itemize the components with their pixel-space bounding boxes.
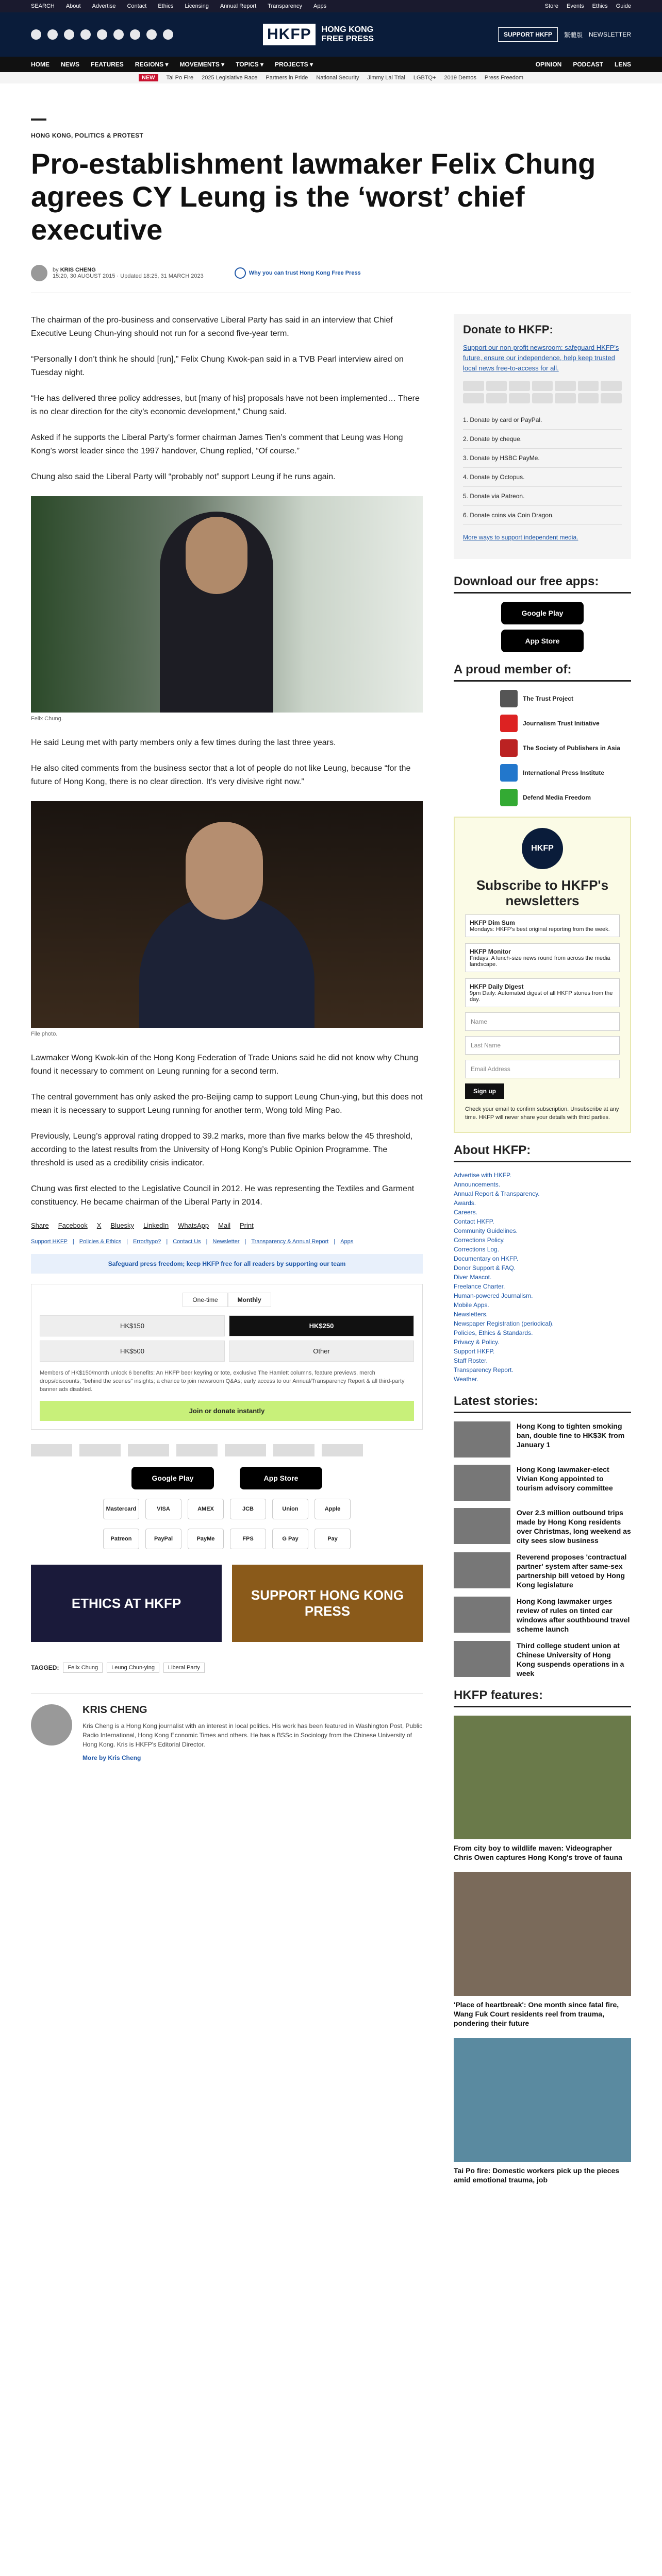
about-link[interactable]: Mobile Apps.	[454, 1301, 489, 1309]
nav-item[interactable]: FEATURES	[91, 61, 124, 68]
story-thumbnail	[454, 1641, 510, 1677]
top-utility-bar	[0, 0, 662, 12]
about-link[interactable]: Corrections Log.	[454, 1246, 500, 1253]
topbar-link[interactable]: About	[65, 3, 81, 9]
threads-icon[interactable]	[80, 29, 91, 40]
instagram-icon[interactable]	[64, 29, 74, 40]
feature-story[interactable]: 'Place of heartbreak': One month since fatal fire, Wang Fuk Court residents reel from trauma, pondering their future	[454, 1872, 631, 2028]
payment-methods-2	[31, 1529, 423, 1549]
social-icons	[31, 29, 227, 40]
cy-leung-photo	[31, 801, 423, 1028]
ipi-icon	[500, 764, 518, 782]
app-store-button[interactable]: App Store	[240, 1467, 322, 1489]
partner-logo[interactable]	[31, 1444, 72, 1456]
byline: by KRIS CHENG 15:20, 30 AUGUST 2015 · Updated 18:25, 31 MARCH 2023 Why you can trust Hong Kong Free Press	[31, 265, 631, 281]
search-link[interactable]: SEARCH	[31, 3, 55, 9]
more-by-author-link[interactable]: More by Kris Cheng	[82, 1754, 141, 1761]
newsletter-box	[454, 817, 631, 1133]
member-logo[interactable]: Defend Media Freedom	[500, 789, 631, 806]
about-link[interactable]: Advertise with HKFP.	[454, 1172, 511, 1179]
latest-story[interactable]: Hong Kong lawmaker-elect Vivian Kong appointed to tourism advisory committee	[454, 1465, 631, 1501]
ethics-promo[interactable]: ETHICS AT HKFP	[31, 1565, 222, 1642]
amount-option[interactable]: Other	[229, 1341, 414, 1362]
tab-one-time[interactable]: One-time	[183, 1293, 227, 1307]
about-link[interactable]: Announcements.	[454, 1181, 501, 1188]
payment-logo: PayPal	[145, 1529, 181, 1549]
donate-sidebar	[454, 314, 631, 559]
payment-logo: G Pay	[272, 1529, 308, 1549]
author-bio: Kris Cheng is a Hong Kong journalist with an interest in local politics. His work has been featured in Washington Post, Public Radio International, Hong Kong Economic Times and others. He has a BSSc in Sociology from the Chinese University of Hong Kong. Kris is HKFP's Editorial Director.	[82, 1722, 423, 1748]
author-link[interactable]: KRIS CHENG	[60, 267, 96, 273]
about-link[interactable]: Community Guidelines.	[454, 1227, 518, 1234]
latest-title: Latest stories:	[454, 1394, 631, 1413]
photo-caption: Felix Chung.	[31, 716, 63, 722]
paragraph: Chung was first elected to the Legislative Council in 2012. He was representing the Textiles and Garment constituency. He became chairman of the Liberal Party in 2014.	[31, 1184, 415, 1207]
apps-title: Download our free apps:	[454, 574, 631, 594]
donate-way[interactable]: 1. Donate by card or PayPal.	[463, 411, 622, 430]
share-bluesky[interactable]: Bluesky	[110, 1222, 134, 1229]
amount-option[interactable]: HK$150	[40, 1315, 225, 1336]
trending-link[interactable]: Partners in Pride	[266, 75, 308, 81]
support-hkfp-button[interactable]: SUPPORT HKFP	[498, 27, 558, 42]
donate-way[interactable]: 6. Donate coins via Coin Dragon.	[463, 506, 622, 525]
nav-item[interactable]: OPINION	[535, 61, 562, 68]
author-name[interactable]: KRIS CHENG	[82, 1704, 147, 1716]
feature-image	[454, 2038, 631, 2162]
topbar-link[interactable]: Ethics	[158, 3, 174, 9]
topbar-link[interactable]: Advertise	[92, 3, 116, 9]
about-link[interactable]: Staff Roster.	[454, 1357, 488, 1364]
member-logo[interactable]: The Society of Publishers in Asia	[500, 739, 631, 757]
linkedin-icon[interactable]	[130, 29, 140, 40]
article-body	[31, 314, 423, 2195]
nav-item[interactable]: MOVEMENTS ▾	[179, 61, 225, 68]
about-link[interactable]: Transparency Report.	[454, 1366, 514, 1374]
paragraph: Asked if he supports the Liberal Party’s former chairman James Tien’s comment that Leung was Hong Kong’s worst leader since the 1997 handover, Chung replied, “Of course.”	[31, 433, 403, 455]
latest-story[interactable]: Hong Kong to tighten smoking ban, double fine to HK$3K from January 1	[454, 1421, 631, 1458]
tags: TAGGED: Felix Chung Leung Chun-ying Liberal Party	[31, 1663, 423, 1673]
payment-logo: Apple	[315, 1499, 351, 1519]
article-category[interactable]: HONG KONG, POLITICS & PROTEST	[31, 132, 144, 139]
paragraph: He also cited comments from the business sector that a lot of people do not like Leung, because “for the future of Hong Kong, there is no clear direction. It’s very divisive right now.”	[31, 764, 411, 786]
photo-caption: File photo.	[31, 1031, 58, 1037]
about-link[interactable]: Corrections Policy.	[454, 1236, 505, 1244]
newsletter-button[interactable]: NEWSLETTER	[588, 31, 631, 38]
name-field[interactable]: Name	[465, 1012, 620, 1031]
google-play-button[interactable]: Google Play	[501, 602, 584, 624]
paragraph: Previously, Leung’s approval rating dropped to 39.2 marks, more than five marks below the 45 threshold, according to the latest results from the University of Hong Kong’s Public Opinion Programme. The threshold is used as a credibility crisis indicator.	[31, 1132, 413, 1167]
nav-item[interactable]: NEWS	[61, 61, 79, 68]
about-link[interactable]: Donor Support & FAQ.	[454, 1264, 516, 1272]
about-list	[454, 1171, 631, 1384]
about-link[interactable]: Policies, Ethics & Standards.	[454, 1329, 533, 1336]
newsletter-option[interactable]: HKFP Daily Digest 9pm Daily: Automated digest of all HKFP stories from the day.	[465, 978, 620, 1007]
share-facebook[interactable]: Facebook	[58, 1222, 88, 1229]
share-link[interactable]: Share	[31, 1222, 49, 1229]
amount-option[interactable]: HK$250	[229, 1315, 414, 1336]
topbar-link[interactable]: Guide	[616, 3, 631, 9]
trending-link[interactable]: Jimmy Lai Trial	[367, 75, 405, 81]
trending-link[interactable]: Tai Po Fire	[166, 75, 194, 81]
nav-item[interactable]: HOME	[31, 61, 49, 68]
member-logo[interactable]: The Trust Project	[500, 690, 631, 707]
partner-logo[interactable]	[128, 1444, 169, 1456]
partner-logos	[31, 1444, 423, 1456]
feature-story[interactable]: Tai Po fire: Domestic workers pick up the pieces amid emotional trauma, job	[454, 2038, 631, 2184]
youtube-icon[interactable]	[97, 29, 107, 40]
sidebar	[454, 314, 631, 2195]
member-logo[interactable]: International Press Institute	[500, 764, 631, 782]
mail-icon[interactable]	[163, 29, 173, 40]
topbar-link[interactable]: Events	[567, 3, 584, 9]
new-badge: NEW	[139, 74, 158, 81]
partner-logo[interactable]	[176, 1444, 218, 1456]
policy-link[interactable]: Error/typo?	[133, 1239, 161, 1245]
story-thumbnail	[454, 1421, 510, 1458]
payment-logo: Union	[272, 1499, 308, 1519]
payment-card-grid	[463, 381, 622, 403]
latest-story[interactable]: Hong Kong lawmaker urges review of rules on tinted car windows after southbound travel scheme launch	[454, 1597, 631, 1634]
about-link[interactable]: Human-powered Journalism.	[454, 1292, 533, 1299]
policy-links: Support HKFP | Policies & Ethics | Error/typo? | Contact Us | Newsletter | Transparency & Annual Report | Apps	[31, 1239, 354, 1245]
about-link[interactable]: Newsletters.	[454, 1311, 488, 1318]
trust-link[interactable]: Why you can trust Hong Kong Free Press	[235, 267, 361, 279]
policy-link[interactable]: Transparency & Annual Report	[251, 1239, 329, 1245]
share-linkedin[interactable]: LinkedIn	[143, 1222, 169, 1229]
trust-project-icon	[500, 690, 518, 707]
payment-logo: Patreon	[103, 1529, 139, 1549]
support-press-promo[interactable]: SUPPORT HONG KONG PRESS	[232, 1565, 423, 1642]
payment-logo: JCB	[230, 1499, 266, 1519]
tag-link[interactable]: Leung Chun-ying	[107, 1663, 159, 1673]
paragraph: He said Leung met with party members only a few times during the last three years.	[31, 738, 336, 747]
topbar-link[interactable]: Store	[544, 3, 559, 9]
nav-item[interactable]: PODCAST	[573, 61, 603, 68]
payment-logo: FPS	[230, 1529, 266, 1549]
article-date: 15:20, 30 AUGUST 2015 · Updated 18:25, 31 MARCH 2023	[53, 273, 204, 279]
newsletter-option[interactable]: HKFP Monitor Fridays: A lunch-size news round from across the media landscape.	[465, 943, 620, 972]
paragraph: The central government has only asked the pro-Beijing camp to support Leung Chun-ying, but this does not mean it is necessary to support Leung running for another term, Wong told Ming Pao.	[31, 1093, 423, 1115]
partner-logo[interactable]	[273, 1444, 315, 1456]
bluesky-icon[interactable]	[113, 29, 124, 40]
about-link[interactable]: Awards.	[454, 1199, 476, 1207]
paragraph: “He has delivered three policy addresses, but [many of his] proposals have not been implemented… There is no clear direction for the city’s economic development,” Chung said.	[31, 394, 420, 416]
author-avatar	[31, 1704, 72, 1745]
paragraph: Lawmaker Wong Kwok-kin of the Hong Kong Federation of Trade Unions said he did not know why Chung found it necessary to comment on Leung running for a second term.	[31, 1054, 419, 1076]
amount-option[interactable]: HK$500	[40, 1341, 225, 1362]
dmf-icon	[500, 789, 518, 806]
masthead	[0, 12, 662, 57]
telegram-icon[interactable]	[146, 29, 157, 40]
policy-link[interactable]: Support HKFP	[31, 1239, 68, 1245]
partner-logo[interactable]	[225, 1444, 266, 1456]
about-link[interactable]: Diver Mascot.	[454, 1274, 492, 1281]
donate-way[interactable]: 4. Donate by Octopus.	[463, 468, 622, 487]
nav-item[interactable]: TOPICS ▾	[236, 61, 263, 68]
payment-logo: AMEX	[188, 1499, 224, 1519]
features-title: HKFP features:	[454, 1688, 631, 1707]
about-link[interactable]: Privacy & Policy.	[454, 1338, 500, 1346]
nav-item[interactable]: LENS	[614, 61, 631, 68]
topbar-link[interactable]: Contact	[127, 3, 147, 9]
story-thumbnail	[454, 1552, 510, 1588]
member-benefits: Members of HK$150/month unlock 6 benefits: An HKFP beer keyring or tote, exclusive The Hamlett columns, feature previews, merch drops/discounts, "behind the scenes" insights; a chance to join newsroom Q&As; early access to our Annual/Transparency Report & all third-party banner ads disabled.	[40, 1370, 405, 1393]
paragraph: Chung also said the Liberal Party will “probably not” support Leung if he runs again.	[31, 472, 336, 481]
nav-item[interactable]: PROJECTS ▾	[275, 61, 313, 68]
paragraph: “Personally I don’t think he should [run],” Felix Chung Kwok-pan said in a TVB Pearl interview aired on Tuesday night.	[31, 355, 404, 377]
tag-link[interactable]: Liberal Party	[163, 1663, 205, 1673]
policy-link[interactable]: Contact Us	[173, 1239, 201, 1245]
app-store-button[interactable]: App Store	[501, 630, 584, 652]
about-link[interactable]: Documentary on HKFP.	[454, 1255, 519, 1262]
donate-way[interactable]: 5. Donate via Patreon.	[463, 487, 622, 506]
about-link[interactable]: Newspaper Registration (periodical).	[454, 1320, 554, 1327]
feature-image	[454, 1716, 631, 1839]
paragraph: The chairman of the pro-business and conservative Liberal Party has said in an interview that Chief Executive Leung Chun-ying should not run for a second five-year term.	[31, 316, 393, 338]
trending-link[interactable]: Press Freedom	[484, 75, 524, 81]
join-donate-button[interactable]: Join or donate instantly	[40, 1401, 414, 1421]
topbar-link[interactable]: Apps	[313, 3, 327, 9]
latest-story[interactable]: Third college student union at Chinese University of Hong Kong suspends operations in a week	[454, 1641, 631, 1678]
payment-logo: PayMe	[188, 1529, 224, 1549]
signup-button[interactable]: Sign up	[465, 1083, 504, 1099]
newsletter-fine-print: Check your email to confirm subscription. Unsubscribe at any time. HKFP will never share your details with third parties.	[465, 1106, 619, 1121]
accent-line	[31, 118, 46, 121]
about-link[interactable]: Weather.	[454, 1376, 478, 1383]
felix-chung-photo	[31, 496, 423, 713]
share-mail[interactable]: Mail	[218, 1222, 230, 1229]
story-thumbnail	[454, 1597, 510, 1633]
latest-story[interactable]: Reverend proposes 'contractual partner' system after same-sex partnership bill vetoed by Hong Kong legislature	[454, 1552, 631, 1589]
member-logo[interactable]: Journalism Trust Initiative	[500, 715, 631, 732]
topbar-link[interactable]: Annual Report	[220, 3, 257, 9]
member-title: A proud member of:	[454, 663, 631, 682]
trust-icon	[235, 267, 246, 279]
language-switch[interactable]: 繁體版	[564, 31, 583, 39]
author-avatar	[31, 265, 47, 281]
trending-link[interactable]: 2019 Demos	[444, 75, 476, 81]
share-bar	[31, 1222, 423, 1229]
trending-link[interactable]: National Security	[316, 75, 359, 81]
about-link[interactable]: Careers.	[454, 1209, 478, 1216]
policy-link[interactable]: Apps	[340, 1239, 354, 1245]
story-thumbnail	[454, 1508, 510, 1544]
topbar-link[interactable]: Transparency	[268, 3, 302, 9]
payment-logo: VISA	[145, 1499, 181, 1519]
hkfp-logo: HKFP	[522, 828, 563, 869]
latest-story[interactable]: Over 2.3 million outbound trips made by Hong Kong residents over Christmas, long weekend as city sees slow business	[454, 1508, 631, 1545]
main-nav	[0, 57, 662, 72]
about-title: About HKFP:	[454, 1143, 631, 1162]
donate-way[interactable]: 3. Donate by HSBC PayMe.	[463, 449, 622, 468]
payment-logo: Pay	[315, 1529, 351, 1549]
partner-logo[interactable]	[79, 1444, 121, 1456]
about-link[interactable]: Support HKFP.	[454, 1348, 495, 1355]
nav-item[interactable]: REGIONS ▾	[135, 61, 169, 68]
site-logo[interactable]: HKFP HONG KONG FREE PRESS	[263, 24, 374, 45]
newsletter-title: Subscribe to HKFP's newsletters	[476, 877, 609, 908]
about-link[interactable]: Contact HKFP.	[454, 1218, 494, 1225]
x-icon[interactable]	[47, 29, 58, 40]
donate-text[interactable]: Support our non-profit newsroom: safeguard HKFP's future, ensure our independence, help keep trusted local news free-to-access for all.	[463, 344, 619, 372]
trending-link[interactable]: 2025 Legislative Race	[202, 75, 258, 81]
topbar-link[interactable]: Ethics	[592, 3, 608, 9]
about-link[interactable]: Annual Report & Transparency.	[454, 1190, 540, 1197]
support-banner[interactable]: Safeguard press freedom; keep HKFP free for all readers by supporting our team	[31, 1254, 423, 1274]
email-field[interactable]: Email Address	[465, 1060, 620, 1078]
share-x[interactable]: X	[96, 1222, 102, 1229]
story-thumbnail	[454, 1465, 510, 1501]
about-link[interactable]: Freelance Charter.	[454, 1283, 505, 1290]
policy-link[interactable]: Policies & Ethics	[79, 1239, 122, 1245]
trending-link[interactable]: LGBTQ+	[413, 75, 436, 81]
jti-icon	[500, 715, 518, 732]
tab-monthly[interactable]: Monthly	[228, 1293, 271, 1307]
newsletter-option[interactable]: HKFP Dim Sum Mondays: HKFP's best original reporting from the week.	[465, 914, 620, 937]
feature-image	[454, 1872, 631, 1996]
google-play-button[interactable]: Google Play	[131, 1467, 214, 1489]
sidebar-title: Donate to HKFP:	[463, 323, 553, 336]
article-title: Pro-establishment lawmaker Felix Chung agrees CY Leung is the ‘worst’ chief executive	[31, 147, 596, 246]
payment-logo: Mastercard	[103, 1499, 139, 1519]
author-box	[31, 1693, 423, 1762]
share-whatsapp[interactable]: WhatsApp	[178, 1222, 209, 1229]
feature-story[interactable]: From city boy to wildlife maven: Videographer Chris Owen captures Hong Kong's trove of fauna	[454, 1716, 631, 1862]
facebook-icon[interactable]	[31, 29, 41, 40]
sopa-icon	[500, 739, 518, 757]
last-name-field[interactable]: Last Name	[465, 1036, 620, 1055]
payment-methods	[31, 1499, 423, 1519]
trending-bar	[0, 72, 662, 83]
donate-way[interactable]: 2. Donate by cheque.	[463, 430, 622, 449]
partner-logo[interactable]	[322, 1444, 363, 1456]
share-print[interactable]: Print	[239, 1222, 254, 1229]
more-ways-link[interactable]: More ways to support independent media.	[463, 534, 578, 541]
policy-link[interactable]: Newsletter	[212, 1239, 240, 1245]
topbar-link[interactable]: Licensing	[185, 3, 209, 9]
tag-link[interactable]: Felix Chung	[63, 1663, 103, 1673]
donate-widget	[31, 1284, 423, 1430]
